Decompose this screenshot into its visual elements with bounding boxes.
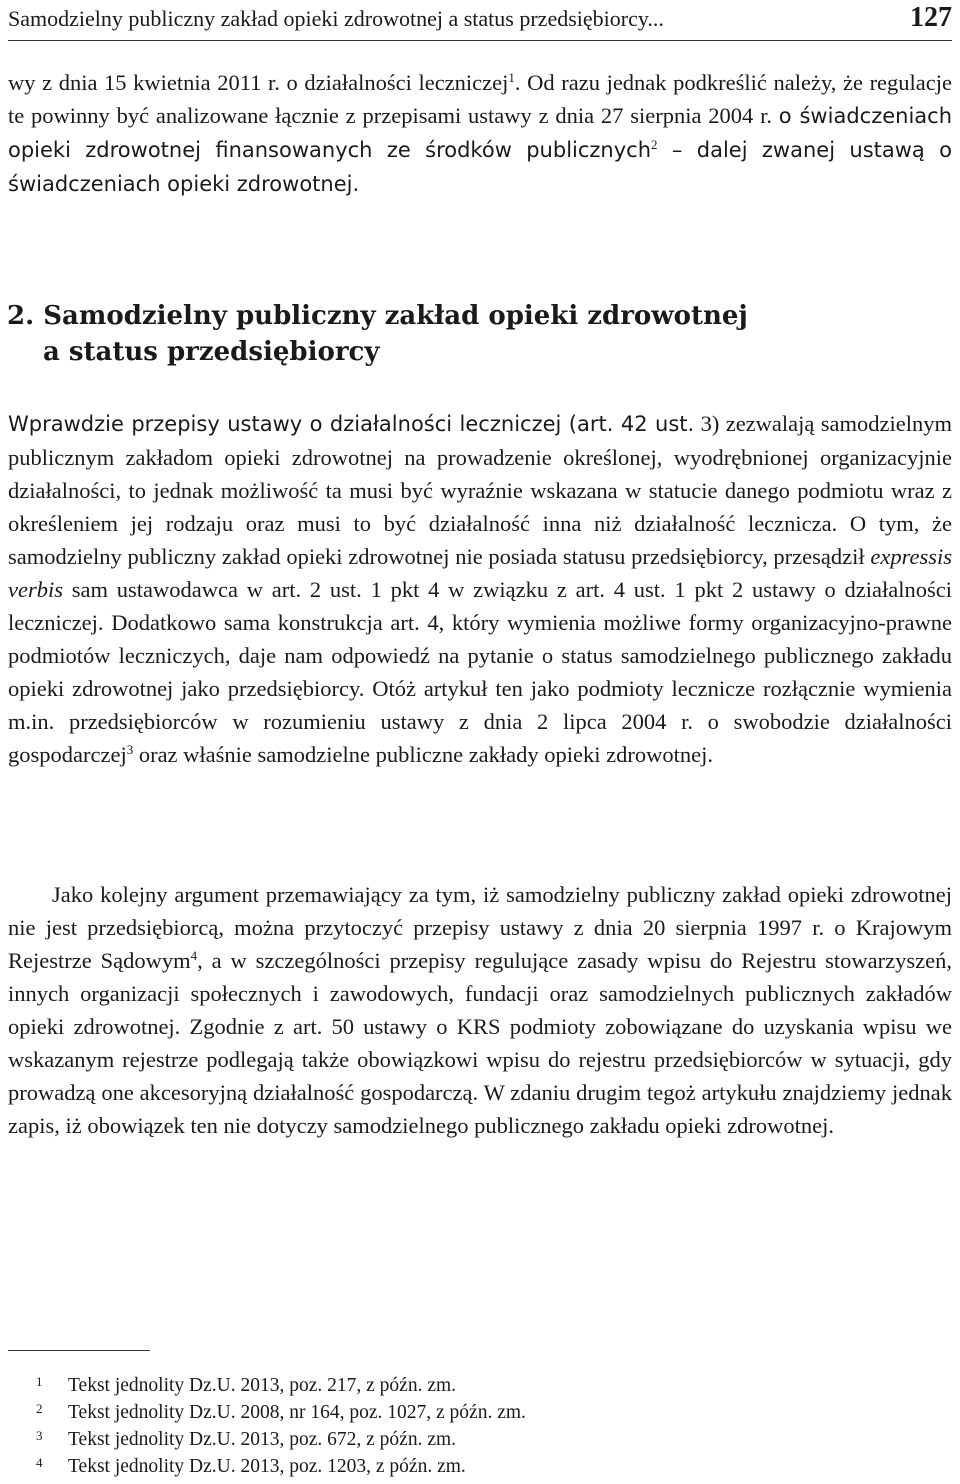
footnote-text: Tekst jednolity Dz.U. 2013, poz. 672, z późn. zm. bbox=[68, 1429, 457, 1450]
footnote-item bbox=[30, 1372, 526, 1399]
p1-text-3: O tym, że samodzielny publiczny zakład opieki zdrowotnej nie posiada statusu przedsiębiorcy, przesądził bbox=[8, 511, 952, 569]
section-heading-line-1 bbox=[7, 298, 748, 334]
section-title-line-1: Samodzielny publiczny zakład opieki zdrowotnej bbox=[43, 301, 748, 331]
p1-text-6: Otóż artykuł ten jako podmioty lecznicze rozłącznie wymienia m.in. przedsiębiorców w rozumieniu ustawy z dnia 2 lipca 2004 r. o swobodzie działalności gospodarczej bbox=[8, 676, 952, 767]
footnotes-list bbox=[30, 1372, 526, 1480]
paragraph-2 bbox=[8, 878, 952, 1142]
section-number: 2. bbox=[7, 301, 35, 331]
footnote-ref-3[interactable]: 3 bbox=[126, 742, 134, 757]
footnote-number: 2 bbox=[36, 1401, 43, 1416]
p2-text-2: , a w szczególności przepisy regulujące zasady wpisu do Rejestru stowarzyszeń, innych organizacji społecznych i zawodowych, fundacji oraz samodzielnych publicznych zakładów opieki zdrowotnej. Zgodnie z art. 50 ustawy o KRS podmioty zobowiązane do uzyskania wpisu we wskazanym rejestrze podlegają także obowiązkowi wpisu do rejestru przedsiębiorców w sytuacji, gdy prowadzą one akcesoryjną działalność gospodarczą. W zdaniu drugim tegoż artykułu znajdziemy jednak zapis, iż obowiązek ten nie dotyczy samodzielnego publicznego zakładu opieki zdrowotnej. bbox=[8, 948, 952, 1138]
footnote-ref-4[interactable]: 4 bbox=[190, 948, 198, 963]
section-heading bbox=[7, 298, 748, 370]
intro-text-4: – dalej zwanej ustawą o świadczeniach opieki zdrowotnej. bbox=[8, 138, 952, 196]
running-title: Samodzielny publiczny zakład opieki zdrowotnej a status przedsiębiorcy... bbox=[8, 6, 664, 31]
intro-paragraph bbox=[8, 66, 952, 201]
intro-text-1: wy z dnia 15 kwietnia 2011 r. o działalności leczniczej bbox=[8, 70, 509, 95]
intro-text-2: . Od razu jednak podkreślić należy, że regulacje te powinny być analizowane łącznie z przepisami ustawy z dnia 27 sierpnia 2004 r. bbox=[8, 70, 953, 128]
section-title-line-2: a status przedsiębiorcy bbox=[43, 337, 380, 367]
footnote-text: Tekst jednolity Dz.U. 2008, nr 164, poz. 1027, z późn. zm. bbox=[68, 1402, 526, 1423]
p1-text-7: oraz właśnie samodzielne publiczne zakłady opieki zdrowotnej. bbox=[133, 742, 713, 767]
footnote-item bbox=[30, 1453, 526, 1480]
p1-text-4: sam ustawodawca w art. 2 ust. 1 pkt 4 w związku z art. 4 ust. 1 pkt 2 ustawy o działalności leczniczej. bbox=[8, 577, 952, 635]
p1-text-2: 3) zezwalają samodzielnym publicznym zakładom opieki zdrowotnej na prowadzenie określonej, wyodrębnionej organizacyjnie działalności, to jednak możliwość ta musi być wyraźnie wskazana w statucie danego podmiotu wraz z określeniem jej rodzaju oraz musi to być działalność inna niż działalność lecznicza. bbox=[8, 411, 952, 536]
p1-text-1: Wprawdzie przepisy ustawy o działalności leczniczej (art. 42 ust. bbox=[8, 412, 695, 436]
page-header bbox=[8, 0, 952, 41]
footnotes-divider bbox=[8, 1350, 150, 1351]
footnote-number: 4 bbox=[36, 1455, 43, 1470]
footnote-item bbox=[30, 1399, 526, 1426]
paragraph-1 bbox=[8, 407, 952, 771]
intro-text-3: o świadczeniach opieki zdrowotnej finansowanych ze środków publicznych bbox=[8, 104, 953, 162]
footnote-number: 1 bbox=[36, 1374, 43, 1389]
footnote-ref-1[interactable]: 1 bbox=[508, 70, 515, 85]
footnote-ref-2[interactable]: 2 bbox=[651, 137, 658, 152]
footnote-item bbox=[30, 1426, 526, 1453]
footnote-text: Tekst jednolity Dz.U. 2013, poz. 1203, z późn. zm. bbox=[68, 1456, 466, 1477]
page-number: 127 bbox=[910, 2, 952, 33]
p2-text-1: Jako kolejny argument przemawiający za tym, iż samodzielny publiczny zakład opieki zdrowotnej nie jest przedsiębiorcą, można przytoczyć przepisy ustawy z dnia 20 sierpnia 1997 r. o Krajowym Rejestrze Sądowym bbox=[8, 882, 952, 973]
footnote-number: 3 bbox=[36, 1428, 43, 1443]
footnote-text: Tekst jednolity Dz.U. 2013, poz. 217, z późn. zm. bbox=[68, 1375, 457, 1396]
p1-text-5: Dodatkowo sama konstrukcja art. 4, który wymienia możliwe formy organizacyjno-prawne podmiotów leczniczych, daje nam odpowiedź na pytanie o status samodzielnego publicznego zakładu opieki zdrowotnej jako przedsiębiorcy. bbox=[8, 610, 952, 701]
p1-emphasis: expressis verbis bbox=[8, 544, 952, 602]
